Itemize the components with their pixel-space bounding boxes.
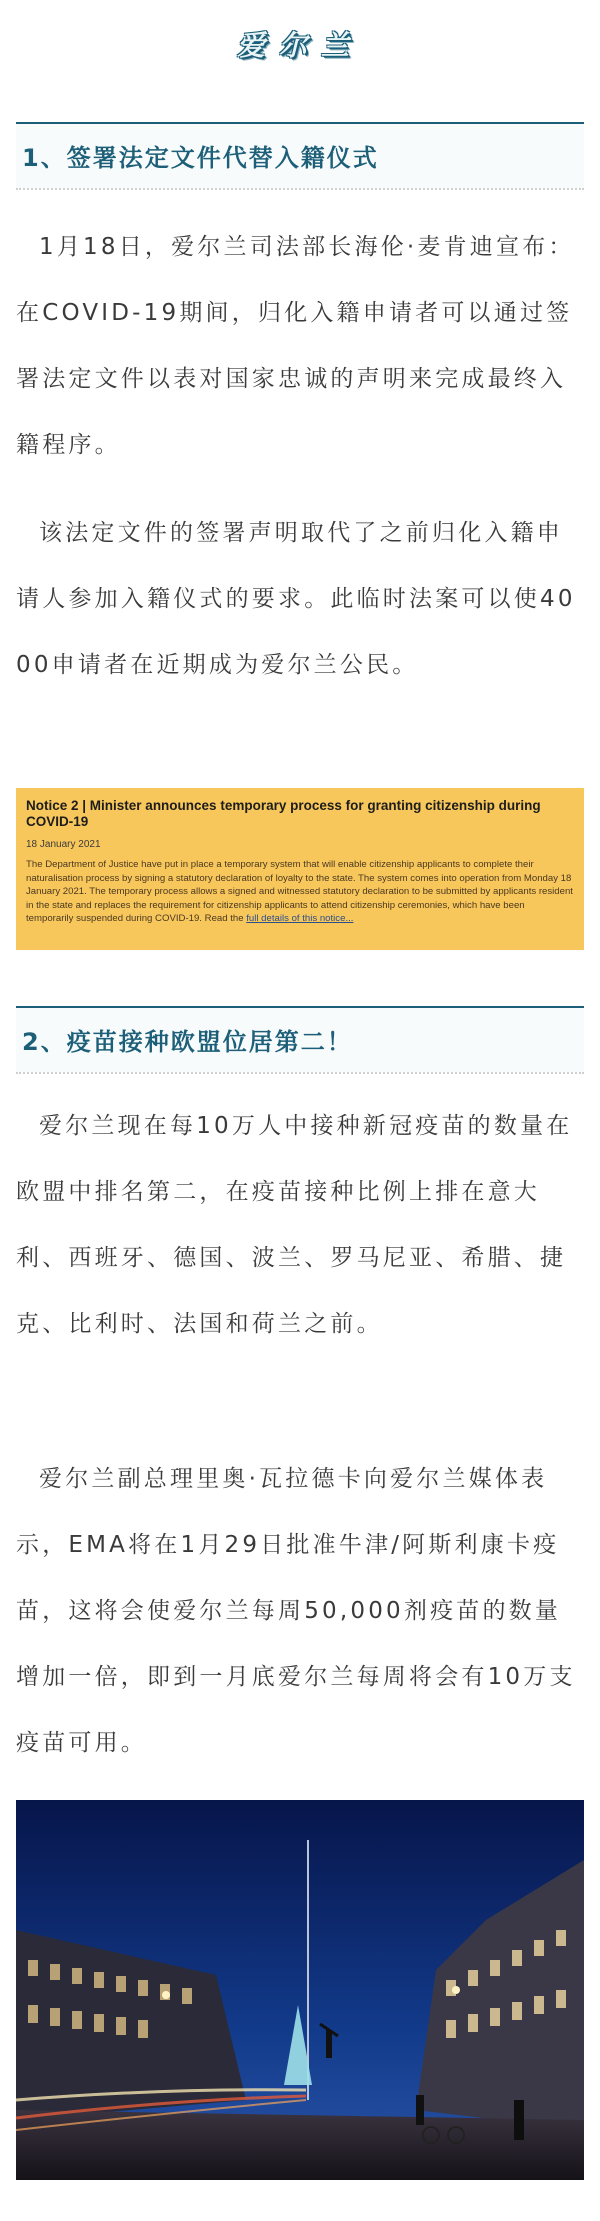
section-2-heading-box [16,1006,584,1072]
heading-divider [16,188,584,190]
night-street-illustration [16,1800,584,2180]
section-1-heading: 1、签署法定文件代替入籍仪式 [22,144,379,172]
dublin-street-photo [16,1800,584,2180]
notice-body [26,858,574,926]
notice-body-text: The Department of Justice have put in place a temporary system that will enable citizenship applicants to complete their naturalisation process by signing a statutory declaration of loyalty to the state. The system comes into operation from Monday 18 January 2021. The temporary process allows a signed and witnessed statutory declaration to be submitted by applicants resident in the state and replaces the requirement for citizenship applicants to attend citizenship ceremonies, which have been temporarily suspended during COVID-19. Read the [26,859,573,924]
notice-date: 18 January 2021 [26,839,101,850]
section-1-paragraph-1: 1月18日，爱尔兰司法部长海伦·麦肯迪宣布：在COVID-19期间，归化入籍申请者可以通过签署法定文件以表对国家忠诚的声明来完成最终入籍程序。 [16,234,575,458]
section-2-paragraph-2: 爱尔兰副总理里奥·瓦拉德卡向爱尔兰媒体表示，EMA将在1月29日批准牛津/阿斯利康卡疫苗，这将会使爱尔兰每周50,000剂疫苗的数量增加一倍，即到一月底爱尔兰每周将会有10万支疫苗可用。 [16,1466,576,1756]
section-2-paragraph-1: 爱尔兰现在每10万人中接种新冠疫苗的数量在欧盟中排名第二，在疫苗接种比例上排在意大利、西班牙、德国、波兰、罗马尼亚、希腊、捷克、比利时、法国和荷兰之前。 [16,1113,573,1337]
notice-title: Notice 2 | Minister announces temporary process for granting citizenship during COVID-19 [26,798,541,829]
article-title: 爱尔兰 [236,29,363,62]
section-2-heading: 2、疫苗接种欧盟位居第二！ [22,1028,353,1056]
notice-card [16,788,584,950]
section-1-paragraph-2: 该法定文件的签署声明取代了之前归化入籍申请人参加入籍仪式的要求。此临时法案可以使4000申请者在近期成为爱尔兰公民。 [16,520,576,678]
notice-details-link[interactable]: full details of this notice... [246,913,354,924]
section-1-heading-box [16,122,584,188]
heading-divider [16,1072,584,1074]
